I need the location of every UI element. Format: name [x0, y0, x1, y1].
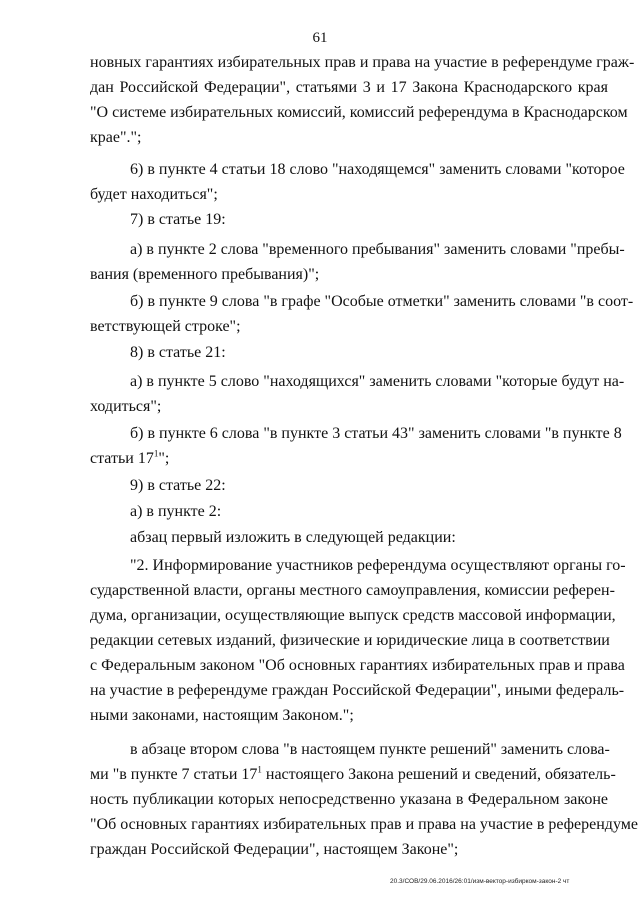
text-line: абзац первый изложить в следующей редакции:	[130, 529, 456, 546]
text-line: редакции сетевых изданий, физические и юридические лица в соответствии	[90, 632, 610, 649]
text-line: ходиться";	[90, 398, 162, 415]
text-line: а) в пункте 5 слово "находящихся" заменить словами "которые будут на-	[130, 373, 625, 390]
text-fragment: настоящего Закона решений и сведений, обязатель-	[261, 766, 616, 783]
text-fragment: ми "в пункте 7 статьи 17	[90, 766, 258, 783]
text-line: 6) в пункте 4 статьи 18 слово "находящемся" заменить словами "которое	[130, 161, 625, 178]
text-line: дума, организации, осуществляющие выпуск средств массовой информации,	[90, 607, 616, 624]
text-line: крае".";	[90, 129, 142, 146]
text-line: "О системе избирательных комиссий, комиссий референдума в Краснодарском	[90, 104, 628, 121]
text-line: 8) в статье 21:	[130, 344, 226, 361]
text-line	[90, 764, 616, 785]
text-line: будет находиться";	[90, 186, 218, 203]
text-line: б) в пункте 9 слова "в графе "Особые отметки" заменить словами "в соот-	[130, 293, 634, 310]
text-line: 9) в статье 22:	[130, 477, 226, 494]
text-line: граждан Российской Федерации", настоящем Законе";	[90, 841, 459, 858]
superscript: 1	[257, 764, 262, 775]
text-fragment: статьи 17	[90, 450, 154, 467]
text-line: сударственной власти, органы местного самоуправления, комиссии референ-	[90, 582, 615, 599]
text-line: ность публикации которых непосредственно указана в Федеральном законе	[90, 791, 608, 808]
text-line: а) в пункте 2 слова "временного пребывания" заменить словами "пребы-	[130, 241, 625, 258]
text-line: "Об основных гарантиях избирательных прав и права на участие в референдуме	[90, 816, 638, 833]
text-fragment: ";	[158, 450, 170, 467]
text-line: ными законами, настоящим Законом.";	[90, 707, 354, 724]
text-line: ветствующей строке";	[90, 318, 241, 335]
text-line: на участие в референдуме граждан Российской Федерации", иными федераль-	[90, 682, 625, 699]
text-line: вания (временного пребывания)";	[90, 266, 320, 283]
text-line: с Федеральным законом "Об основных гарантиях избирательных прав и права	[90, 657, 625, 674]
page-number: 61	[312, 30, 328, 46]
text-line: дан Российской Федерации", статьями 3 и 17 Закона Краснодарского края	[90, 79, 608, 96]
superscript: 1	[153, 448, 159, 459]
text-line: новных гарантиях избирательных прав и права на участие в референдуме граж-	[90, 54, 635, 71]
text-line: б) в пункте 6 слова "в пункте 3 статьи 43" заменить словами "в пункте 8	[130, 425, 622, 442]
document-footer: 20.3/СОВ/29.06.2016/26:01/изм-вектор-избирком-закон-2 чт	[390, 878, 570, 885]
text-line: в абзаце втором слова "в настоящем пункте решений" заменить слова-	[130, 741, 610, 758]
text-line: а) в пункте 2:	[130, 503, 222, 520]
text-line: 7) в статье 19:	[130, 211, 226, 228]
text-line: "2. Информирование участников референдума осуществляют органы го-	[130, 557, 626, 574]
text-line	[90, 449, 608, 469]
